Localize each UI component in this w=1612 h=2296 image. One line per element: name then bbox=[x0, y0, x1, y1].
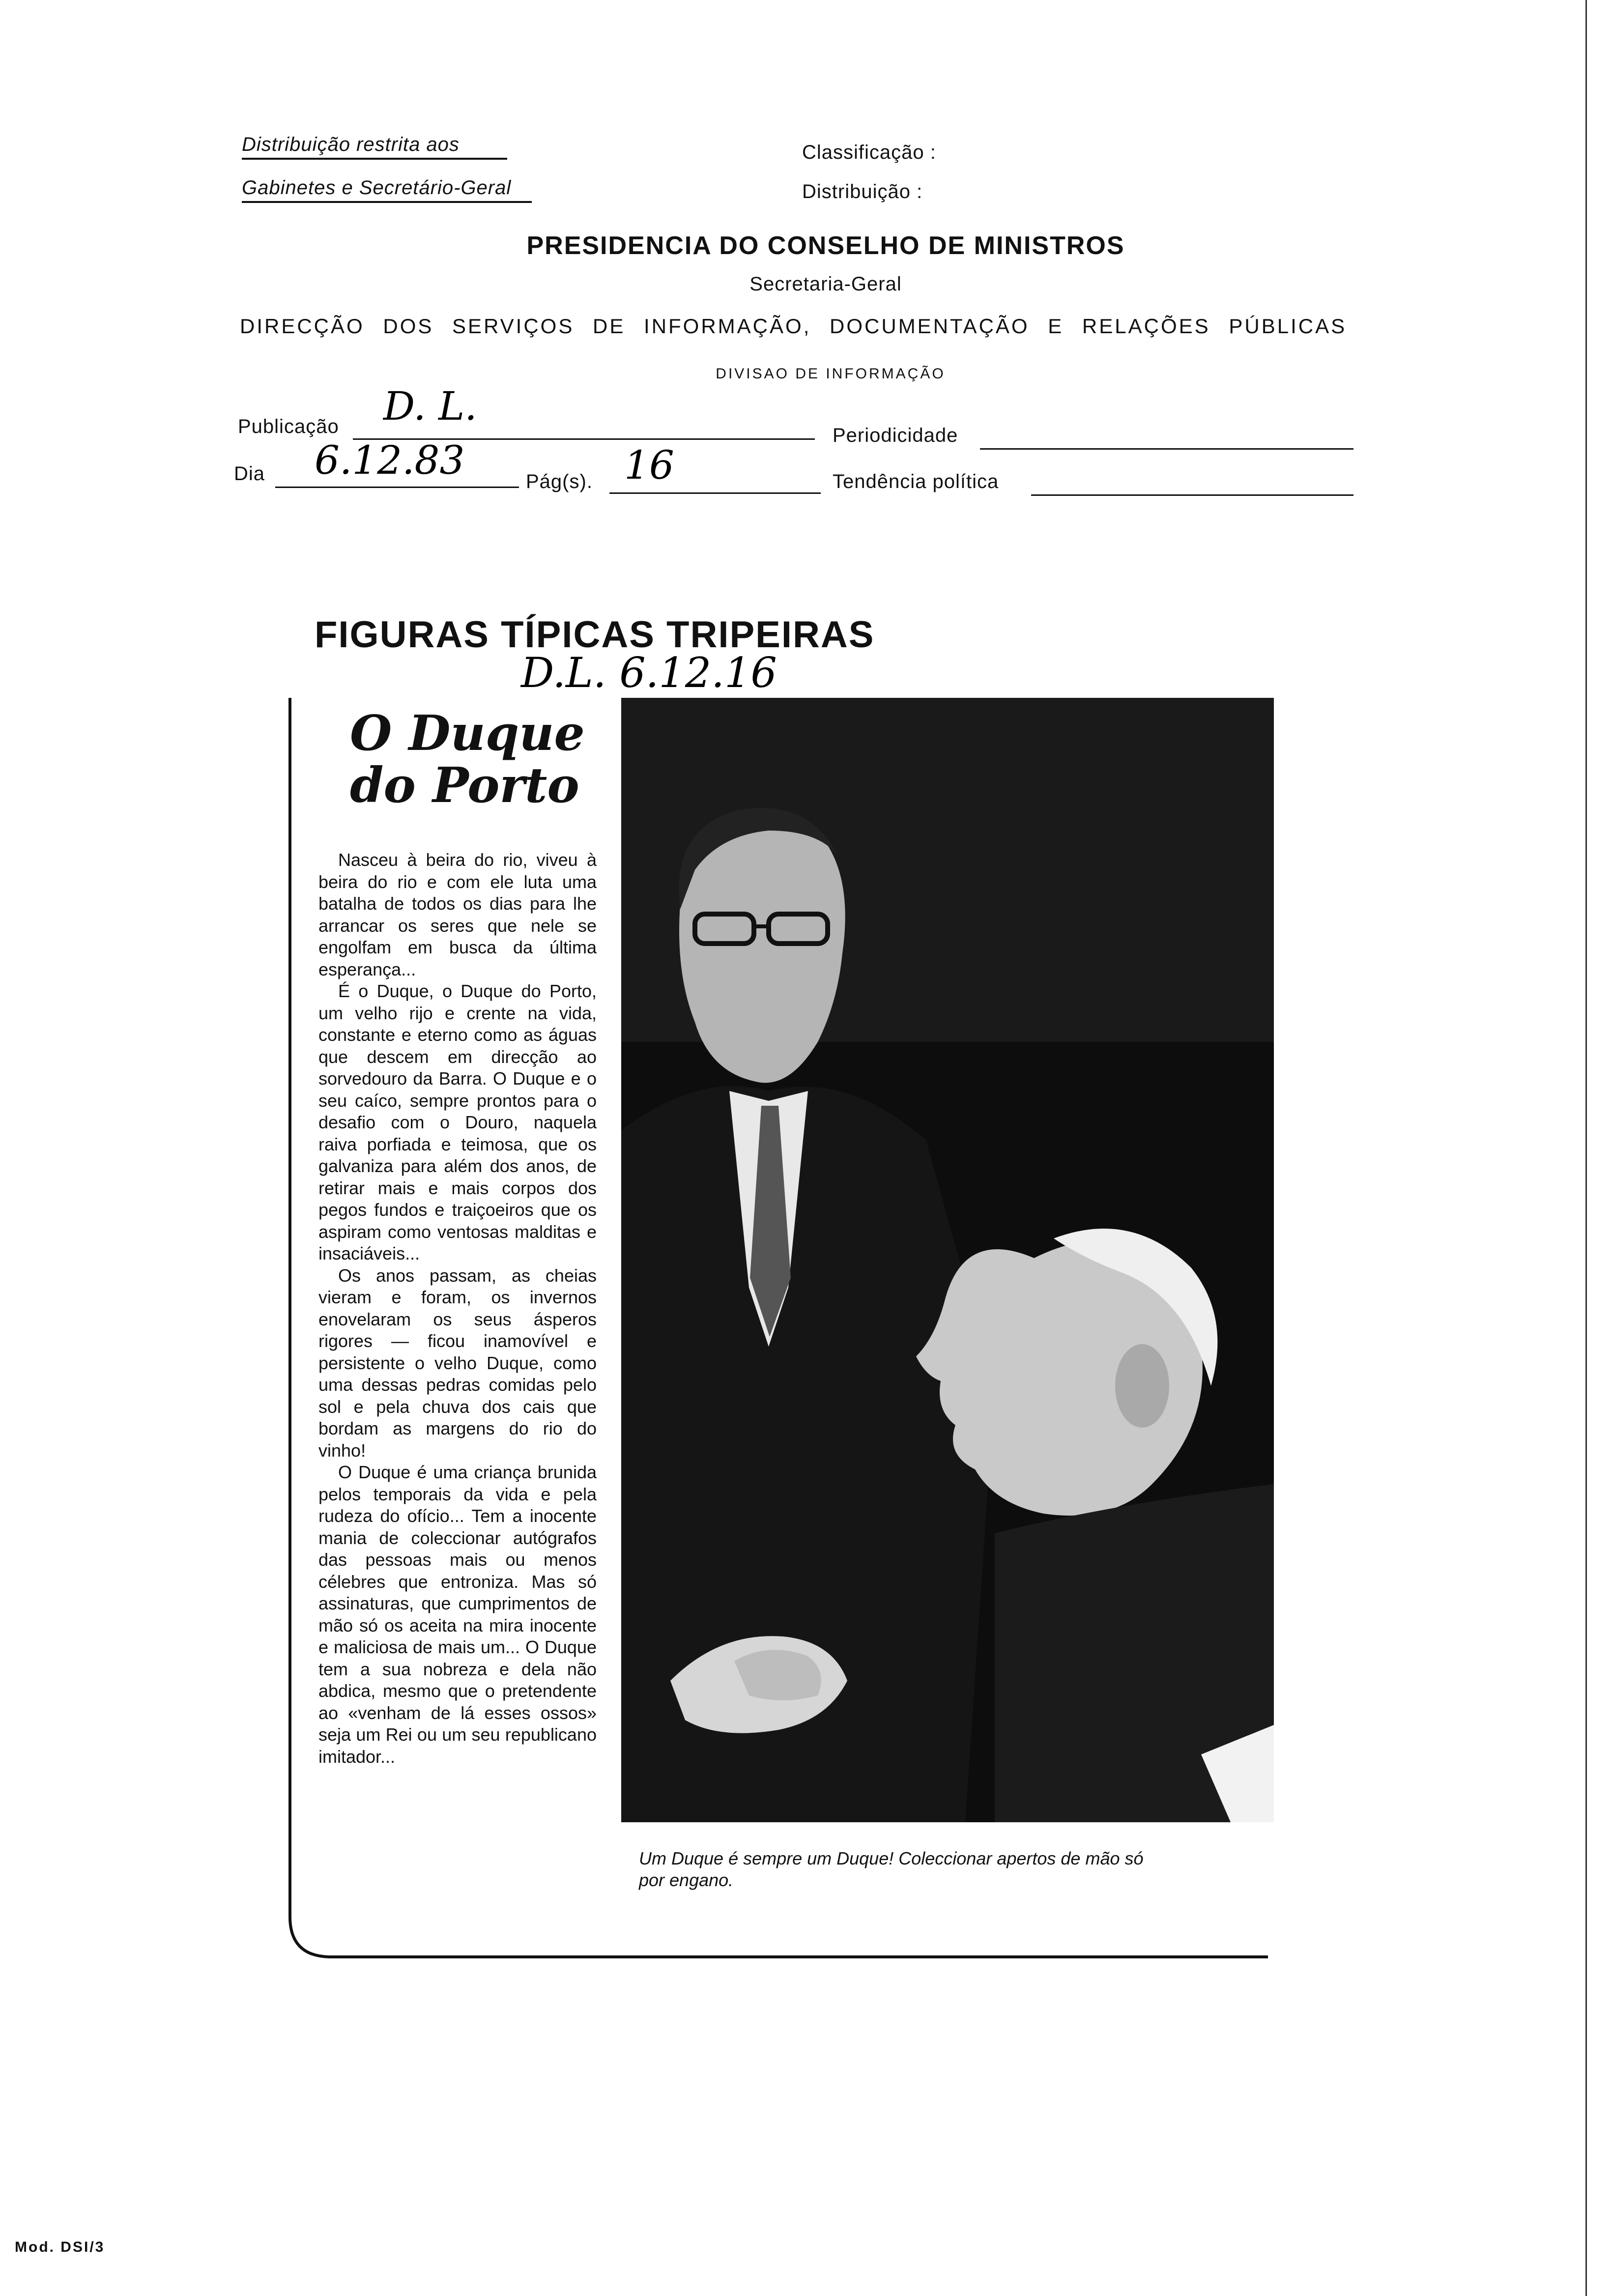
pages-label: Pág(s). bbox=[526, 471, 593, 492]
photo-illustration bbox=[621, 698, 1274, 1822]
day-field-line bbox=[275, 487, 519, 488]
political-tendency-field-line bbox=[1031, 494, 1353, 496]
distribution-restriction-line1: Distribuição restrita aos bbox=[242, 134, 507, 160]
article-headline bbox=[350, 705, 585, 814]
caption-line2: por engano. bbox=[639, 1870, 734, 1890]
clipping-handwritten-note: D.L. 6.12.16 bbox=[521, 649, 777, 697]
day-label: Dia bbox=[234, 463, 265, 485]
day-handwritten-value: 6.12.83 bbox=[315, 437, 465, 483]
article-paragraph: O Duque é uma criança brunida pelos temporais da vida e pela rudeza do ofício... Tem a inocente mania de coleccionar autógrafos das pessoas mais ou menos célebres que entroniza. Mas só assinaturas, que cumprimentos de mão só os aceita na mira inocente e maliciosa de mais um... O Duque tem a sua nobreza e dela não abdica, mesmo que o pretendente ao «venham de lá esses ossos» seja um Rei ou um seu republicano imitador... bbox=[318, 1462, 597, 1767]
scan-edge-line bbox=[1585, 0, 1587, 2296]
pages-handwritten-value: 16 bbox=[624, 442, 674, 488]
article-body bbox=[318, 849, 597, 1768]
article-paragraph: Nasceu à beira do rio, viveu à beira do rio e com ele luta uma batalha de todos os dias para lhe arrancar os seres que nele se engolfam em busca da última esperança... bbox=[318, 850, 597, 979]
publication-handwritten-value: D. L. bbox=[383, 383, 477, 429]
classification-label: Classificação : bbox=[802, 142, 936, 163]
presidency-title: PRESIDENCIA DO CONSELHO DE MINISTROS bbox=[526, 231, 1125, 260]
article-photo bbox=[621, 698, 1274, 1822]
form-code: Mod. DSI/3 bbox=[15, 2239, 105, 2255]
distribution-restriction-line2: Gabinetes e Secretário-Geral bbox=[242, 177, 532, 203]
headline-line2: do Porto bbox=[350, 757, 579, 814]
publication-label: Publicação bbox=[238, 416, 339, 437]
headline-line1: O Duque bbox=[350, 705, 585, 762]
directorate-title: DIRECÇÃO DOS SERVIÇOS DE INFORMAÇÃO, DOCUMENTAÇÃO E RELAÇÕES PÚBLICAS bbox=[240, 315, 1347, 338]
pages-field-line bbox=[609, 492, 821, 494]
photo-caption bbox=[639, 1848, 1278, 1891]
clipping-kicker: FIGURAS TÍPICAS TRIPEIRAS bbox=[315, 614, 875, 656]
periodicity-label: Periodicidade bbox=[833, 425, 958, 446]
caption-line1: Um Duque é sempre um Duque! Coleccionar apertos de mão só bbox=[639, 1848, 1144, 1868]
periodicity-field-line bbox=[980, 448, 1353, 450]
distribution-label: Distribuição : bbox=[802, 181, 923, 202]
political-tendency-label: Tendência política bbox=[833, 471, 999, 492]
division-title: DIVISAO DE INFORMAÇÃO bbox=[716, 366, 946, 382]
secretariat-subtitle: Secretaria-Geral bbox=[749, 273, 902, 295]
article-paragraph: Os anos passam, as cheias vieram e foram, os invernos enovelaram os seus ásperos rigores — ficou inamovível e persistente o velho Duque, como uma dessas pedras comidas pelo sol e pela chuva dos cais que bordam as margens do rio do vinho! bbox=[318, 1265, 597, 1461]
article-paragraph: É o Duque, o Duque do Porto, um velho rijo e crente na vida, constante e eterno como as águas que descem em direcção ao sorvedouro da Barra. O Duque e o seu caíco, sempre prontos para o desafio com o Douro, naquela raiva porfiada e teimosa, que os galvaniza para além dos anos, de retirar mais e mais corpos dos pegos fundos e traiçoeiros que os aspiram como ventosas malditas e insaciáveis... bbox=[318, 981, 597, 1263]
